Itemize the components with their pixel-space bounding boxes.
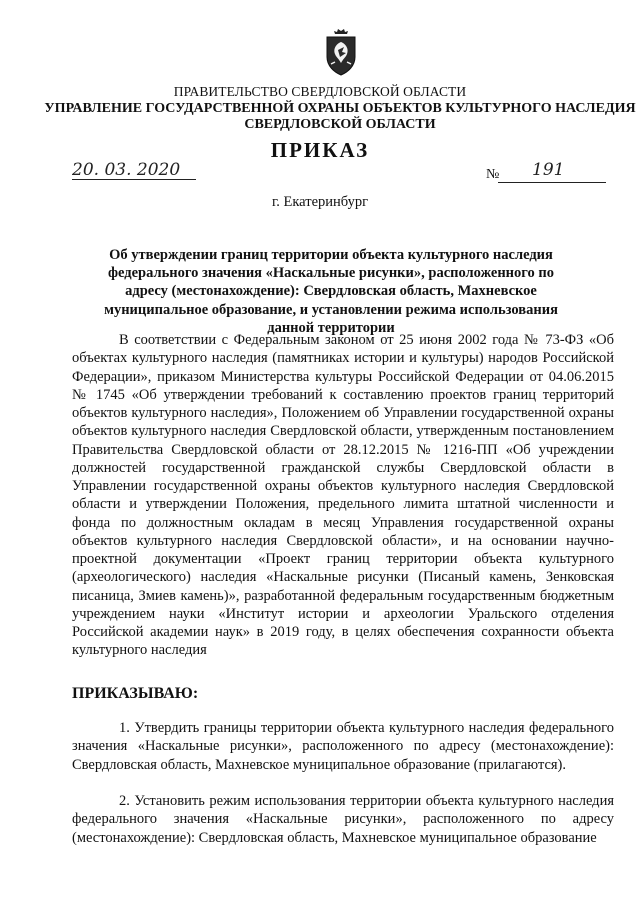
document-date: 20. 03. 2020: [72, 161, 196, 180]
number-underline: [498, 182, 606, 183]
preamble-paragraph: В соответствии с Федеральным законом от 25 июня 2002 года № 73-ФЗ «Об объектах культурного наследия (памятниках истории и культуры) народов Российской Федерации», приказом Министерства культуры Российской Федерации от 04.06.2015 № 1745 «Об утверждении требований к составлению проектов границ территорий объектов культурного наследия», Положением об Управлении государственной охраны объектов культурного наследия Свердловской области, утвержденным постановлением Правительства Свердловской области от 28.12.2015 № 1216-ПП «Об учреждении должностей государственной гражданской службы Свердловской области в Управлении государственной охраны объектов культурного наследия Свердловской области и утверждении Положения, предельного лимита штатной численности и фонда по должностным окладам в месяц Управления государственной охраны объектов культурного наследия Свердловской области», и на основании научно-проектной документации «Проект границ территории объекта культурного (археологического) наследия «Наскальные рисунки (Писаный камень, Зенковская писаница, Змиев камень)», разработанной федеральным государственным бюджетным учреждением науки «Институт истории и археологии Уральского отделения Российской академии наук» в 2019 году, в целях обеспечения сохранности объекта культурного наследия: [72, 332, 614, 659]
document-type: ПРИКАЗ: [270, 138, 370, 162]
order-heading: ПРИКАЗЫВАЮ:: [72, 685, 199, 702]
document-number: 191: [532, 160, 565, 180]
sverdlovsk-coat-of-arms-icon: [322, 28, 360, 76]
city: г. Екатеринбург: [271, 194, 369, 210]
department-name: УПРАВЛЕНИЕ ГОСУДАРСТВЕННОЙ ОХРАНЫ ОБЪЕКТОВ КУЛЬТУРНОГО НАСЛЕДИЯ СВЕРДЛОВСКОЙ ОБЛАСТИ: [44, 101, 636, 132]
order-item-1: 1. Утвердить границы территории объекта культурного наследия федерального значения «Наскальные рисунки», расположенного по адресу (местонахождение): Свердловская область, Махневское муниципальное образование (прилагаются).: [72, 720, 614, 773]
order-item-2: 2. Установить режим использования территории объекта культурного наследия федерального значения «Наскальные рисунки», расположенного по адресу (местонахождение): Свердловская область, Махневское муниципальное образование: [72, 793, 614, 846]
document-subject: Об утверждении границ территории объекта культурного наследия федерального значения «Наскальные рисунки», расположенного по адресу (местонахождение): Свердловская область, Махневское муниципальное образование, и установлении режима использования данной территории: [104, 247, 558, 336]
number-label: №: [486, 167, 500, 182]
government-name: ПРАВИТЕЛЬСТВО СВЕРДЛОВСКОЙ ОБЛАСТИ: [173, 84, 467, 99]
